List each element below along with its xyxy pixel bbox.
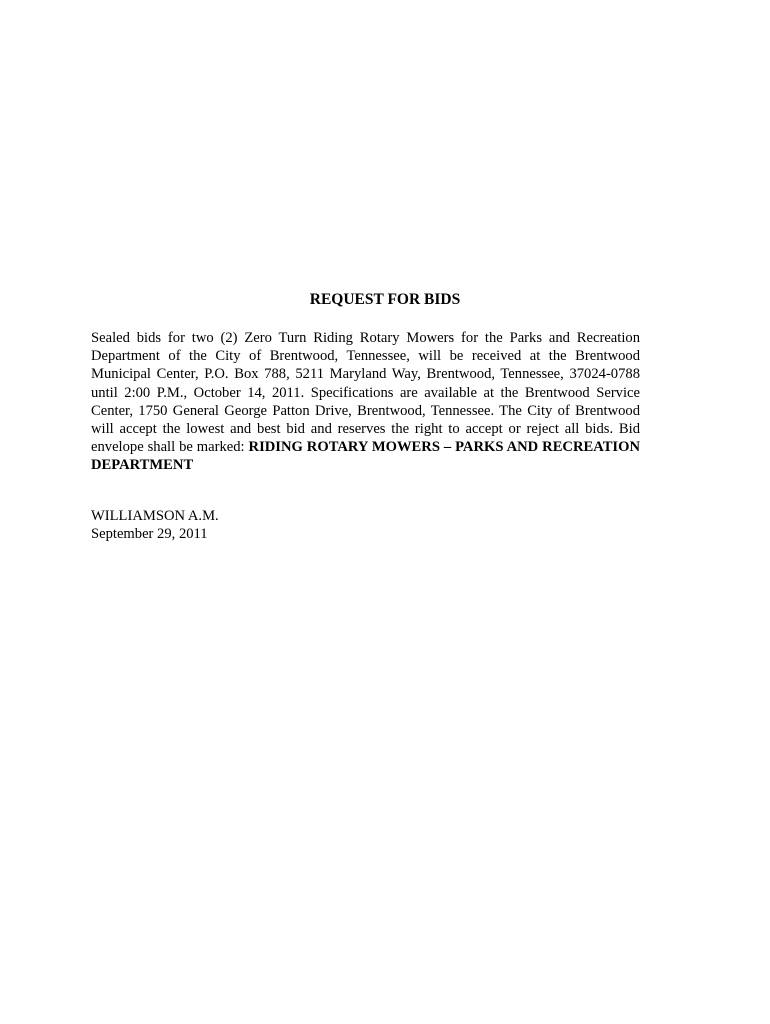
document-title: REQUEST FOR BIDS [309, 291, 461, 308]
signature-date: September 29, 2011 [91, 526, 208, 543]
envelope-marking: RIDING ROTARY MOWERS – PARKS AND RECREATION DEPARTMENT [91, 439, 640, 474]
bid-notice-text: Sealed bids for two (2) Zero Turn Riding Rotary Mowers for the Parks and Recreation Department of the City of Brentwood, Tennessee, will be received at the Brentwood Municipal Center, P.O. Box 788, 5211 Maryland Way, Brentwood, Tennessee, 37024-0788 until 2:00 P.M., October 14, 2011. Specifications are available at the Brentwood Service Center, 1750 General George Patton Drive, Brentwood, Tennessee. The City of Brentwood will accept the lowest and best bid and reserves the right to accept or reject all bids. Bid envelope shall be marked: [91, 330, 640, 456]
signature-name: WILLIAMSON A.M. [91, 508, 219, 524]
signature-block [91, 507, 391, 544]
bid-notice-paragraph [91, 329, 640, 475]
